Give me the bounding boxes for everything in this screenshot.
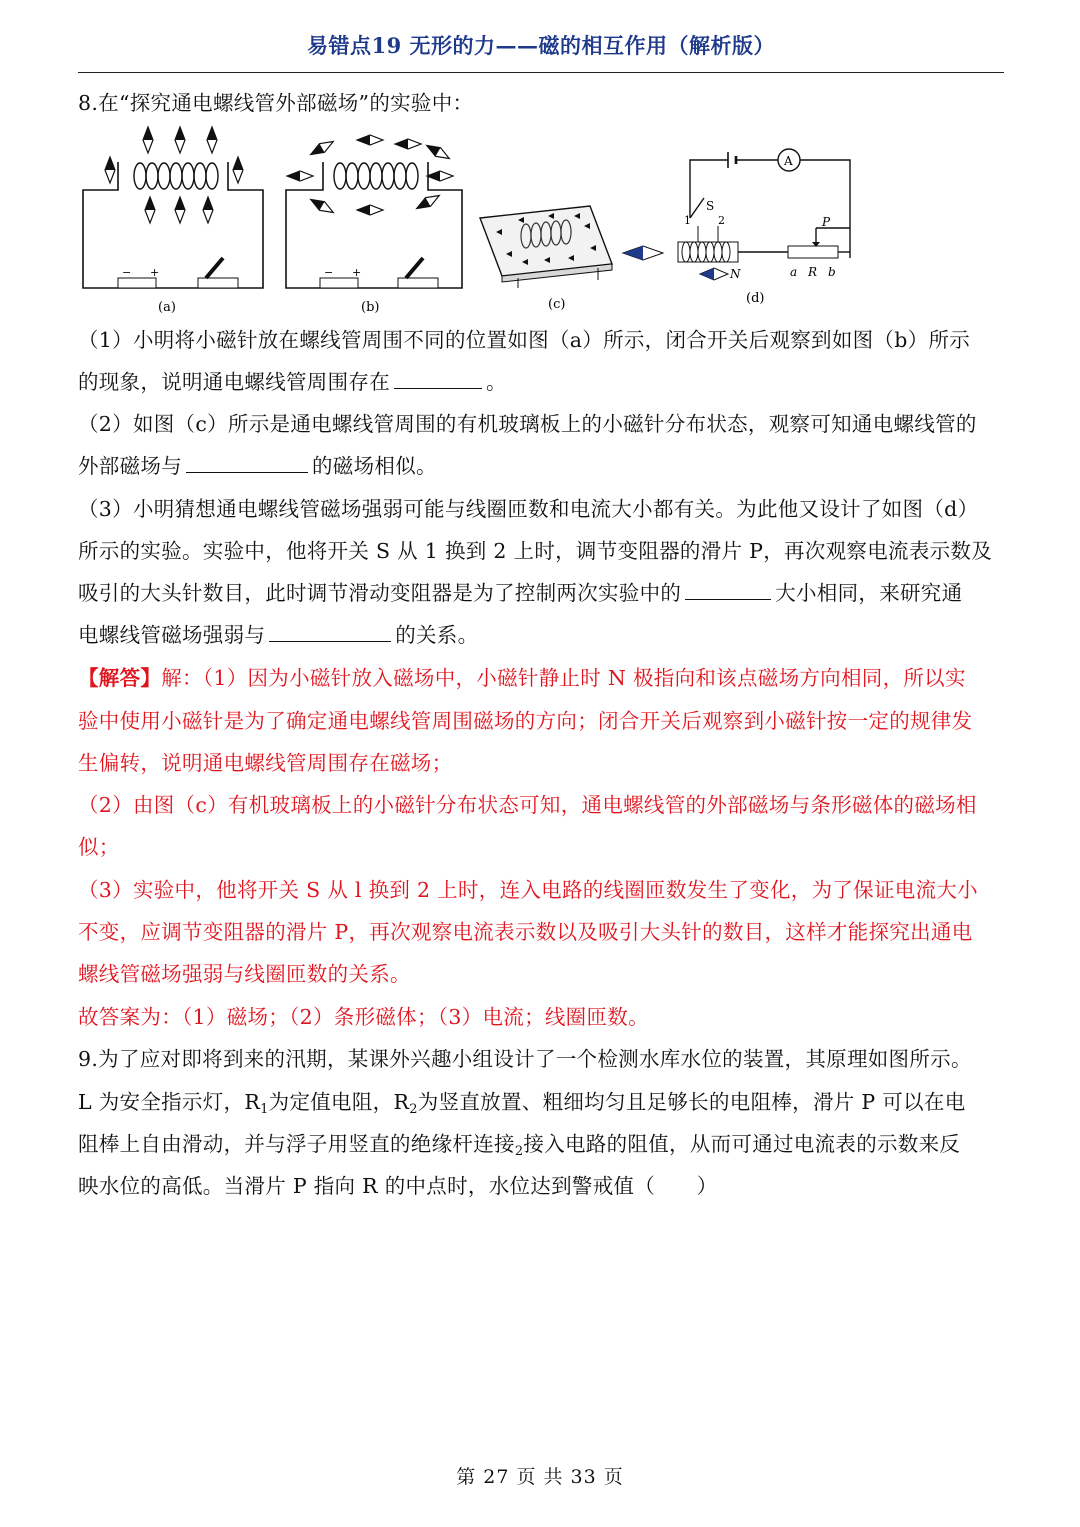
q8-part3-line4: 电螺线管磁场强弱与 的关系。: [78, 623, 479, 647]
answer-blank-4[interactable]: [269, 621, 391, 642]
switch-label: S: [706, 199, 715, 213]
page-number: 第 27 页 共 33 页: [456, 1466, 624, 1488]
answer-blank-3[interactable]: [685, 579, 771, 600]
q8-part3-line3: 吸引的大头针数目，此时调节滑动变阻器是为了控制两次实验中的 大小相同，来研究通: [78, 581, 963, 605]
q8-part1-line2: 的现象，说明通电螺线管周围存在 。: [78, 370, 507, 394]
q8-part2-line1: （2）如图（c）所示是通电螺线管周围的有机玻璃板上的小磁针分布状态，观察可知通电螺线管的: [78, 412, 977, 436]
switch-pos-2: 2: [718, 214, 725, 227]
figure-label-d: (d): [746, 291, 765, 306]
answer-line-6: （3）实验中，他将开关 S 从 l 换到 2 上时，连入电路的线圈匝数发生了变化，为了保证电流大小: [78, 878, 978, 902]
answer-blank-2[interactable]: [186, 452, 308, 473]
q9-line-3: 阻棒上自由滑动，并与浮子用竖直的绝缘杆连接$_2$接入电路的阻值，从而可通过电流表的示数来反: [78, 1132, 961, 1159]
rheostat-end-a: a: [790, 265, 798, 279]
figure-b: [286, 135, 462, 315]
rheostat-label: R: [808, 265, 818, 279]
figure-a: [83, 127, 263, 315]
figure-label-a: (a): [158, 300, 176, 315]
rheostat-end-b: b: [828, 265, 836, 279]
answer-line-4: （2）由图（c）有机玻璃板上的小磁针分布状态可知，通电螺线管的外部磁场与条形磁体的磁场相: [78, 793, 977, 817]
figure-c: [480, 206, 612, 312]
q9-line-1: 9.为了应对即将到来的汛期，某课外兴趣小组设计了一个检测水库水位的装置，其原理如图所示。: [78, 1047, 972, 1071]
battery-minus-b: −: [324, 266, 334, 279]
q8-part3-line2: 所示的实验。实验中，他将开关 S 从 1 换到 2 上时，调节变阻器的滑片 P，再次观察电流表示数及: [78, 539, 993, 563]
battery-plus-b: +: [352, 266, 362, 279]
figure-label-c: (c): [548, 297, 566, 312]
q8-part1-line1: （1）小明将小磁针放在螺线管周围不同的位置如图（a）所示，闭合开关后观察到如图（b）所示: [78, 328, 971, 352]
q8-stem: 8.在“探究通电螺线管外部磁场”的实验中：: [78, 91, 474, 115]
answer-blank-1[interactable]: [394, 368, 482, 389]
switch-pos-1: 1: [684, 214, 691, 227]
answer-line-2: 验中使用小磁针是为了确定通电螺线管周围磁场的方向；闭合开关后观察到小磁针按一定的规律发: [78, 709, 973, 733]
answer-tag: 【解答】: [78, 666, 162, 690]
q9-line-2: L 为安全指示灯，$R_1$为定值电阻，$R_2$为竖直放置、粗细均匀且足够长的电阻棒，滑片 P 可以在电: [78, 1090, 966, 1117]
answer-line-7: 不变，应调节变阻器的滑片 P，再次观察电流表示数以及吸引大头针的数目，这样才能探究出通电: [78, 920, 973, 944]
compass-needle: [623, 246, 663, 260]
answer-line-1: 【解答】解：（1）因为小磁针放入磁场中，小磁针静止时 N 极指向和该点磁场方向相同，所以实: [78, 666, 966, 690]
q8-part2-line2: 外部磁场与 的磁场相似。: [78, 454, 437, 478]
figure-label-b: (b): [361, 300, 380, 315]
slider-label: P: [822, 215, 831, 229]
battery-plus-a: +: [150, 266, 160, 279]
solenoid-coil-a: [134, 163, 218, 189]
page-header-title: 易错点19 无形的力——磁的相互作用（解析版）: [306, 33, 776, 58]
solenoid-coil-b: [334, 163, 418, 189]
q8-part3-line1: （3）小明猜想通电螺线管磁场强弱可能与线圈匝数和电流大小都有关。为此他又设计了如图（d）: [78, 497, 979, 521]
answer-line-3: 生偏转，说明通电螺线管周围存在磁场；: [78, 751, 453, 775]
answer-line-8: 螺线管磁场强弱与线圈匝数的关系。: [78, 962, 411, 986]
coil-pole-label: N: [730, 267, 741, 281]
final-answer: 故答案为：（1）磁场；（2）条形磁体；（3）电流；线圈匝数。: [78, 1005, 649, 1029]
q8-figure: [78, 118, 878, 318]
q9-line-4: 映水位的高低。当滑片 P 指向 R 的中点时，水位达到警戒值（ ）: [78, 1174, 718, 1198]
figure-d: [678, 149, 850, 306]
battery-minus-a: −: [122, 266, 132, 279]
header-divider: [78, 72, 1004, 73]
answer-line-5: 似；: [78, 835, 120, 859]
ammeter-label: A: [784, 154, 793, 168]
